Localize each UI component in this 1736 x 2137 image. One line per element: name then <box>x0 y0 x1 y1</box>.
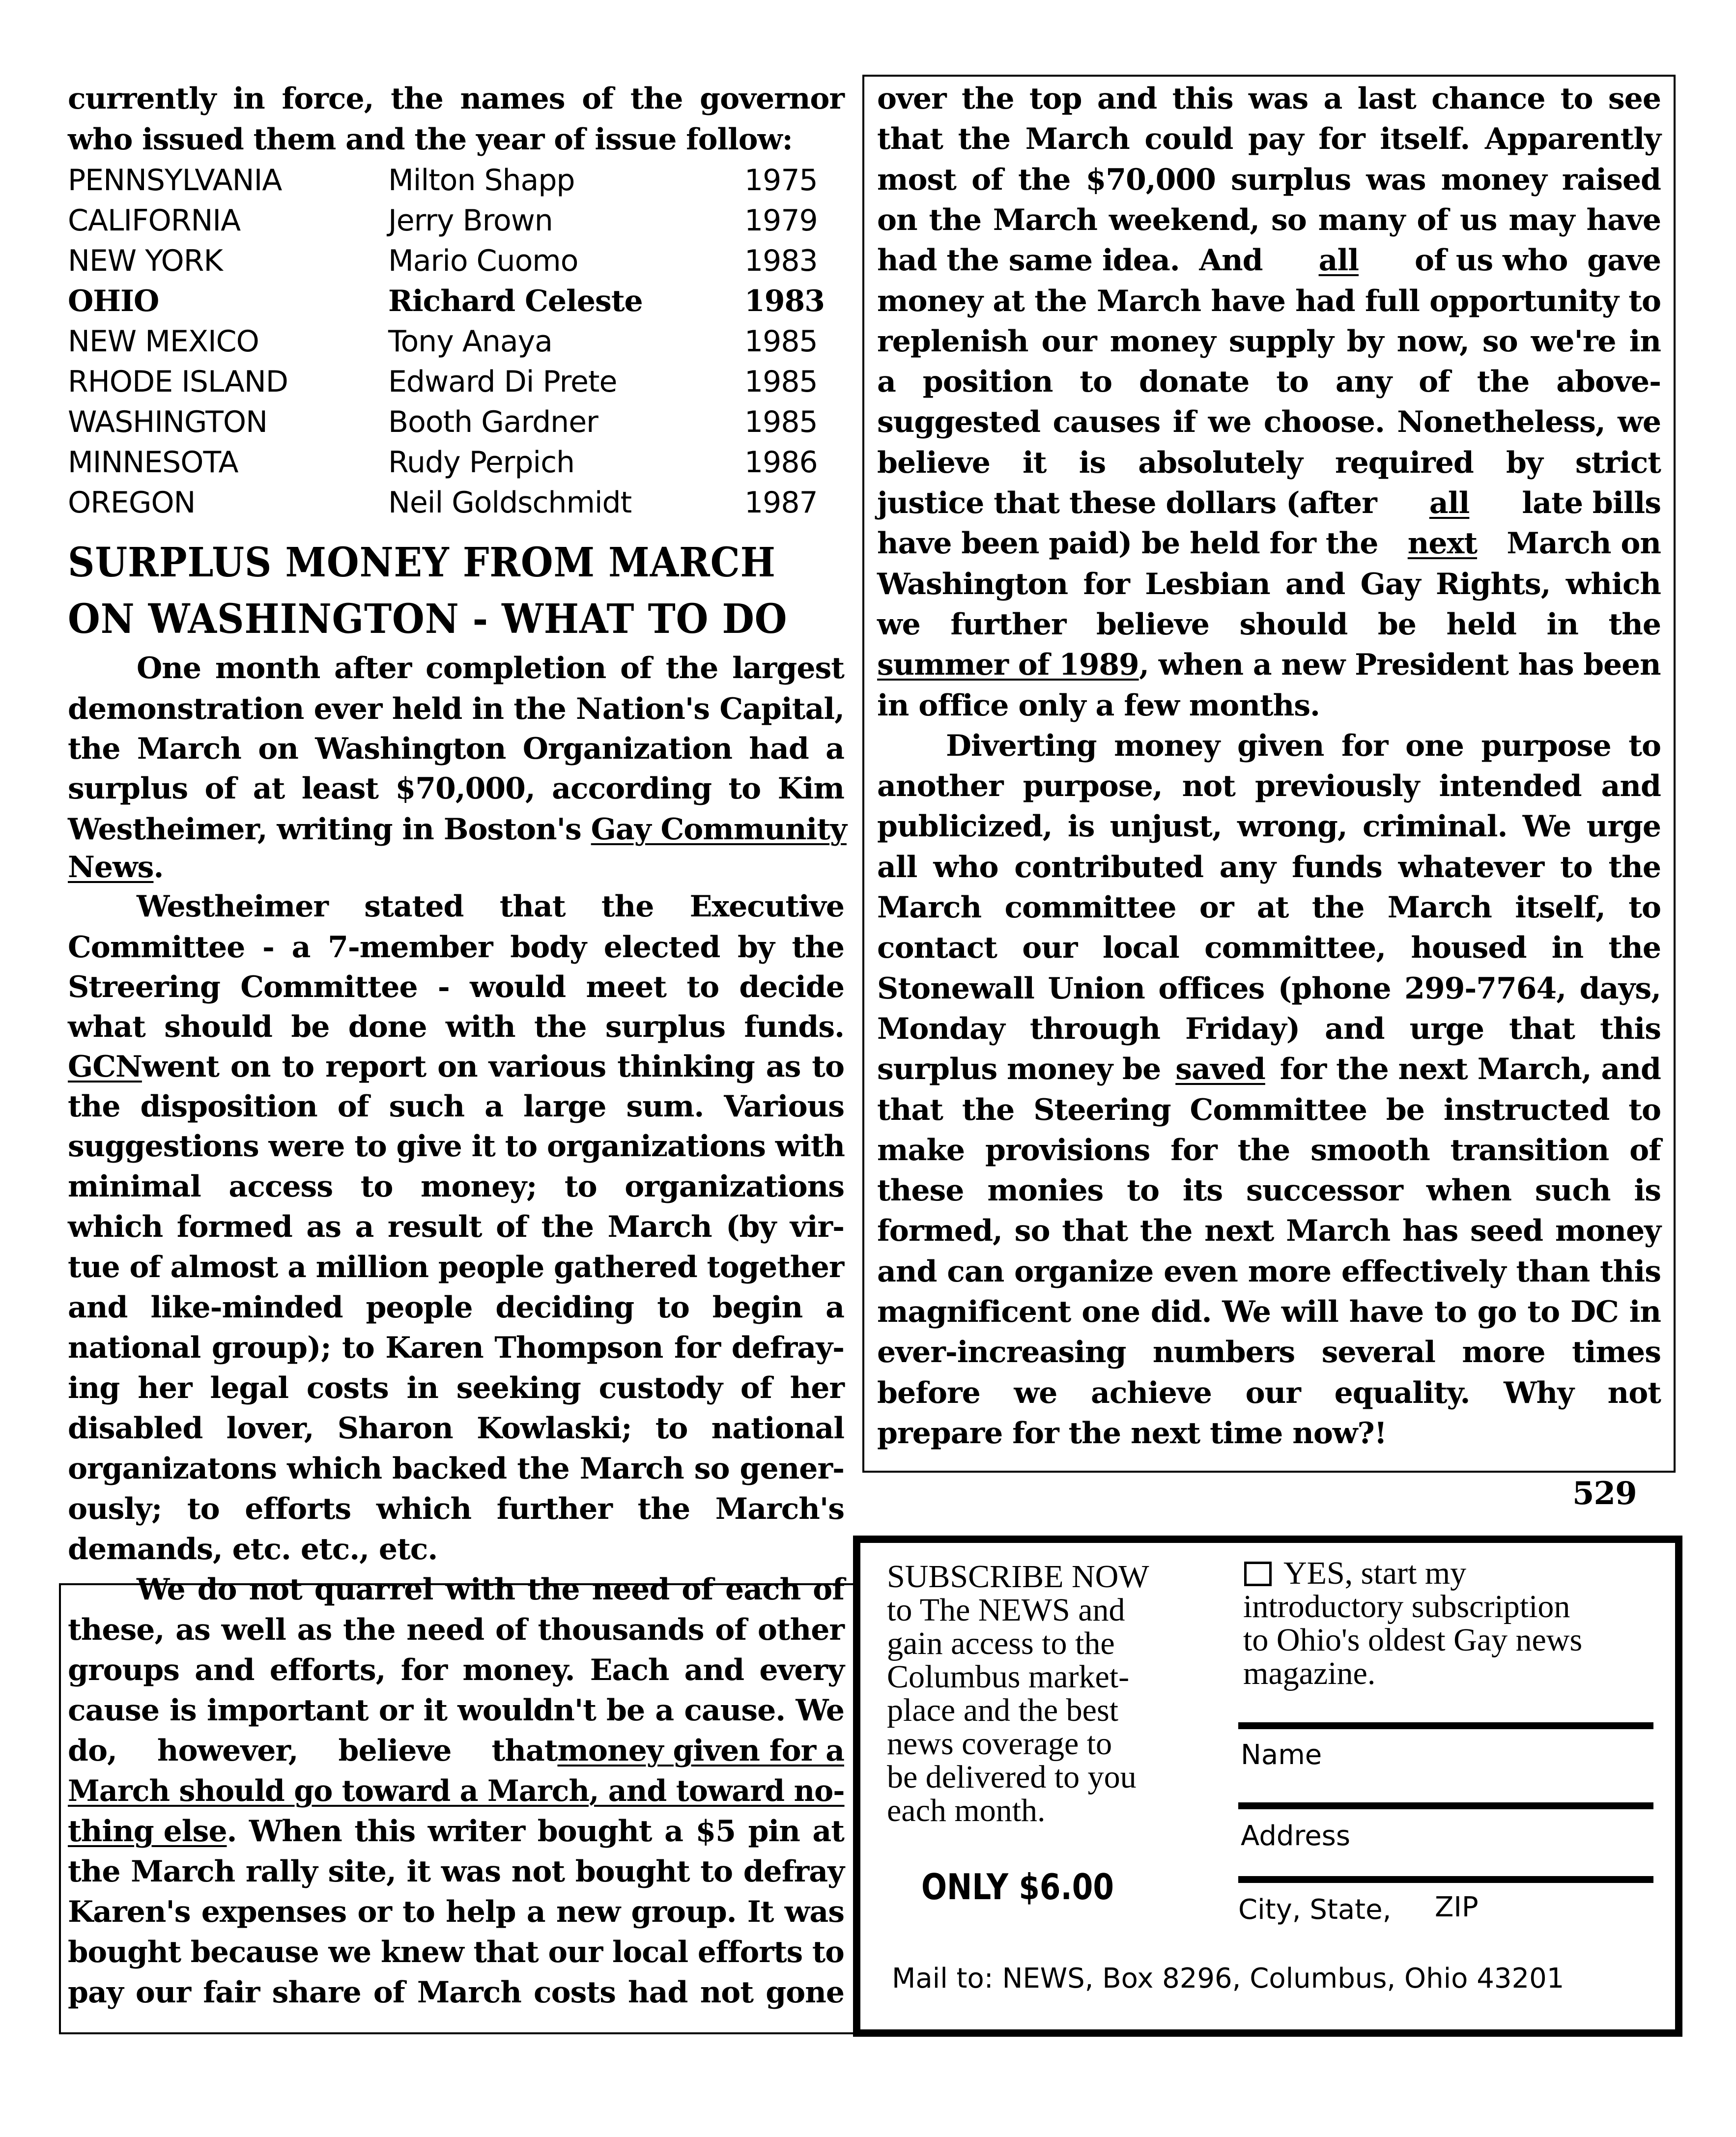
mail-to-address: Mail to: NEWS, Box 8296, Columbus, Ohio 43201 <box>892 1963 1565 1995</box>
box-line: March should go toward a March, and toward no- <box>68 1774 845 1808</box>
governor-year: 1979 <box>744 203 818 238</box>
box-line: We do not quarrel with the need of each of <box>137 1572 844 1607</box>
body-line: ing her legal costs in seeking custody of her <box>68 1371 844 1405</box>
article-line: formed, so that the next March has seed money <box>877 1214 1661 1248</box>
city-state-label: City, State, <box>1238 1894 1392 1926</box>
pitch-line: Columbus market- <box>887 1659 1130 1695</box>
governor-name: Mario Cuomo <box>388 244 578 278</box>
article-line: in office only a few months. <box>877 688 1320 723</box>
article-line: that the Steering Committee be instructed to <box>877 1093 1661 1127</box>
intro-line: currently in force, the names of the governor <box>68 82 844 116</box>
governor-state: NEW MEXICO <box>68 324 259 359</box>
pitch-line: be delivered to you <box>887 1759 1137 1795</box>
governor-state: CALIFORNIA <box>68 203 241 238</box>
article-line: suggested causes if we choose. Nonetheless, we <box>877 405 1661 439</box>
article-line: most of the $70,000 surplus was money raised <box>877 163 1661 197</box>
article-line: all who contributed any funds whatever to the <box>877 850 1661 884</box>
article-line: justice that these dollars (after all late bills <box>877 486 1661 520</box>
governor-name: Edward Di Prete <box>388 365 617 399</box>
body-line: demands, etc. etc., etc. <box>68 1532 438 1567</box>
article-line: Monday through Friday) and urge that this <box>877 1012 1661 1046</box>
body-line: Committee - a 7-member body elected by the <box>68 930 844 965</box>
body-line: One month after completion of the largest <box>137 651 844 685</box>
body-line: suggestions were to give it to organizations with <box>68 1129 845 1164</box>
body-line: minimal access to money; to organizations <box>68 1169 844 1204</box>
article-line: surplus money be saved for the next March, and <box>877 1052 1661 1086</box>
underlined-word: saved <box>1175 1052 1265 1086</box>
article-line: a position to donate to any of the above- <box>877 365 1661 399</box>
article-line: before we achieve our equality. Why not <box>877 1376 1661 1410</box>
body-line: Westheimer stated that the Executive <box>137 889 844 924</box>
governor-name: Neil Goldschmidt <box>388 485 632 520</box>
article-line: believe it is absolutely required by strict <box>877 446 1661 480</box>
body-line: tue of almost a million people gathered together <box>68 1250 844 1284</box>
box-line: cause is important or it wouldn't be a cause. We <box>68 1693 844 1728</box>
underlined-word: all <box>1429 486 1470 520</box>
body-line: ously; to efforts which further the March's <box>68 1492 844 1526</box>
intro-line: who issued them and the year of issue follow: <box>68 122 793 157</box>
article-line: another purpose, not previously intended and <box>877 769 1661 803</box>
body-line: national group); to Karen Thompson for defray- <box>68 1331 844 1365</box>
body-line: the disposition of such a large sum. Various <box>68 1089 844 1124</box>
article-line: March committee or at the March itself, to <box>877 890 1661 925</box>
body-line: and like-minded people deciding to begin a <box>68 1290 844 1325</box>
article-line: Washington for Lesbian and Gay Rights, which <box>877 567 1661 601</box>
yes-line: to Ohio's oldest Gay news <box>1243 1622 1583 1658</box>
article-line: Stonewall Union offices (phone 299-7764, days, <box>877 971 1661 1006</box>
gcn-abbrev: GCN <box>68 1050 142 1084</box>
governor-state: PENNSYLVANIA <box>68 163 282 198</box>
headline-line-1: SURPLUS MONEY FROM MARCH <box>68 539 776 586</box>
page-number: 529 <box>1572 1475 1637 1512</box>
pitch-line: to The NEWS and <box>887 1592 1125 1628</box>
governor-name: Richard Celeste <box>388 284 643 318</box>
article-line: summer of 1989 , when a new President has been <box>877 648 1661 682</box>
pitch-line: each month. <box>887 1793 1046 1828</box>
article-line: and can organize even more effectively than this <box>877 1254 1661 1289</box>
box-line: bought because we knew that our local efforts to <box>68 1935 844 1969</box>
governor-year: 1983 <box>744 244 818 278</box>
governor-name: Tony Anaya <box>388 324 552 359</box>
box-line: groups and efforts, for money. Each and every <box>68 1653 844 1687</box>
body-line: which formed as a result of the March (by vir- <box>68 1210 844 1244</box>
governor-state: MINNESOTA <box>68 445 238 480</box>
article-line: magnificent one did. We will have to go to DC in <box>877 1295 1661 1329</box>
name-input[interactable] <box>1238 1722 1653 1729</box>
governor-year: 1975 <box>744 163 818 198</box>
name-label: Name <box>1241 1739 1322 1771</box>
body-line: Streering Committee - would meet to decide <box>68 970 844 1004</box>
governor-state: WASHINGTON <box>68 405 267 439</box>
underlined-word: summer of 1989 <box>877 648 1139 682</box>
article-line: Diverting money given for one purpose to <box>946 729 1661 763</box>
article-line: prepare for the next time now?! <box>877 1416 1387 1451</box>
body-line: surplus of at least $70,000, according to Kim <box>68 771 844 806</box>
pitch-line: SUBSCRIBE NOW <box>887 1559 1149 1595</box>
article-line: contact our local committee, housed in the <box>877 931 1661 965</box>
article-line: make provisions for the smooth transition of <box>877 1133 1661 1168</box>
body-line: disabled lover, Sharon Kowlaski; to national <box>68 1411 844 1446</box>
pitch-line: gain access to the <box>887 1625 1115 1661</box>
article-line: on the March weekend, so many of us may have <box>877 203 1661 237</box>
price-label: ONLY $6.00 <box>921 1866 1114 1908</box>
article-line: have been paid) be held for the next March on <box>877 526 1661 561</box>
governor-name: Jerry Brown <box>388 203 553 238</box>
underlined-word: all <box>1318 243 1359 278</box>
governor-year: 1985 <box>744 324 818 359</box>
article-line: ever-increasing numbers several more times <box>877 1335 1661 1369</box>
article-line: these monies to its successor when such is <box>877 1173 1661 1208</box>
governor-state: NEW YORK <box>68 244 223 278</box>
body-line: News. <box>68 850 164 884</box>
body-line: Westheimer, writing in Boston's Gay Community <box>68 812 847 847</box>
article-line: had the same idea. And all of us who gave <box>877 243 1661 278</box>
underlined-word: next <box>1407 526 1478 561</box>
yes-checkbox[interactable] <box>1244 1562 1272 1586</box>
governor-name: Booth Gardner <box>388 405 598 439</box>
governor-name: Rudy Perpich <box>388 445 575 480</box>
governor-year: 1987 <box>744 485 818 520</box>
address-label: Address <box>1241 1820 1351 1852</box>
box-line: the March rally site, it was not bought to defray <box>68 1854 844 1889</box>
governor-state: OHIO <box>68 284 159 318</box>
headline-line-2: ON WASHINGTON - WHAT TO DO <box>68 596 788 643</box>
city-state-zip-input[interactable] <box>1238 1876 1653 1883</box>
governor-year: 1985 <box>744 365 818 399</box>
body-line: organizatons which backed the March so gener- <box>68 1452 844 1486</box>
yes-line: introductory subscription <box>1243 1589 1570 1624</box>
body-line: the March on Washington Organization had a <box>68 732 844 766</box>
box-line: pay our fair share of March costs had not gone <box>68 1975 844 2010</box>
pitch-line: news coverage to <box>887 1726 1112 1762</box>
box-line: do, however, believe that money given for a <box>68 1734 844 1768</box>
yes-line: magazine. <box>1243 1655 1376 1691</box>
gay-community-news-link: Gay Community <box>591 812 847 847</box>
box-line: thing else . When this writer bought a $5 pin at <box>68 1814 844 1849</box>
governor-name: Milton Shapp <box>388 163 575 198</box>
article-line: money at the March have had full opportunity to <box>877 284 1661 318</box>
governor-state: RHODE ISLAND <box>68 365 288 399</box>
article-line: that the March could pay for itself. Apparently <box>877 122 1661 156</box>
article-line: publicized, is unjust, wrong, criminal. We urge <box>877 809 1661 844</box>
zip-label: ZIP <box>1435 1891 1479 1923</box>
governor-state: OREGON <box>68 485 196 520</box>
yes-line: YES, start my <box>1283 1555 1467 1591</box>
body-line: what should be done with the surplus funds. <box>68 1010 844 1044</box>
governor-year: 1986 <box>744 445 818 480</box>
body-line: demonstration ever held in the Nation's Capital, <box>68 692 844 726</box>
box-line: these, as well as the need of thousands of other <box>68 1613 844 1647</box>
article-line: over the top and this was a last chance to see <box>877 82 1661 116</box>
governor-year: 1983 <box>744 284 825 318</box>
governor-year: 1985 <box>744 405 818 439</box>
article-line: replenish our money supply by now, so we're in <box>877 324 1661 359</box>
box-line: Karen's expenses or to help a new group. It was <box>68 1895 844 1929</box>
body-line: GCN went on to report on various thinking as to <box>68 1050 844 1084</box>
address-input[interactable] <box>1238 1802 1653 1809</box>
underlined-phrase: money given for a <box>557 1734 844 1768</box>
article-line: we further believe should be held in the <box>877 607 1661 642</box>
pitch-line: place and the best <box>887 1692 1118 1728</box>
